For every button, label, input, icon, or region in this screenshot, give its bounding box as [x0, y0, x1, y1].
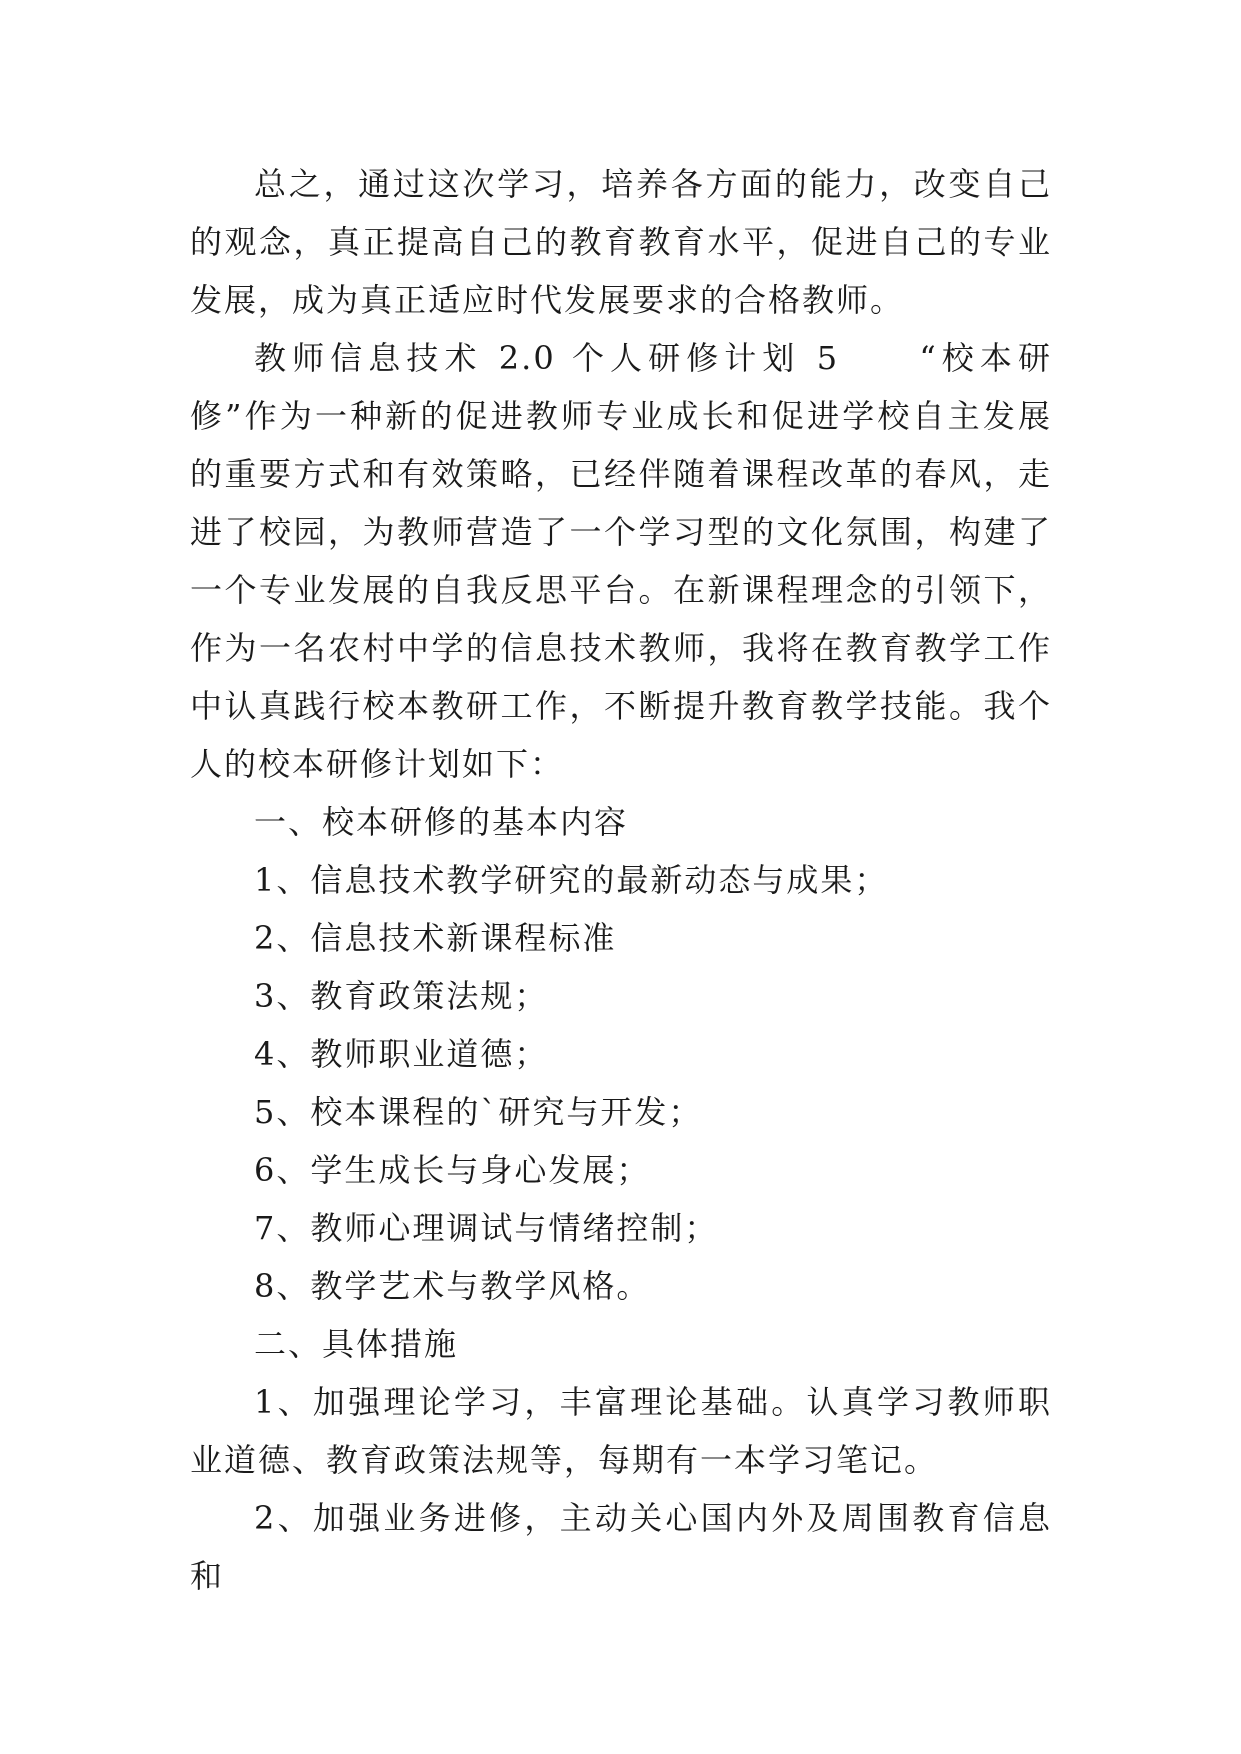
paragraph-summary: 总之，通过这次学习，培养各方面的能力，改变自己的观念，真正提高自己的教育教育水平，促进自己的专业发展，成为真正适应时代发展要求的合格教师。 — [190, 165, 1052, 319]
content-item: 7、教师心理调试与情绪控制； — [254, 1209, 719, 1247]
measure-item: 2、加强业务进修，主动关心国内外及周围教育信息和 — [190, 1499, 1052, 1595]
section-heading-content: 一、校本研修的基本内容 — [254, 803, 629, 841]
section-heading-measures: 二、具体措施 — [254, 1325, 459, 1363]
content-item: 4、教师职业道德； — [254, 1035, 549, 1073]
content-item: 8、教学艺术与教学风格。 — [254, 1267, 651, 1305]
content-item: 5、校本课程的`研究与开发； — [254, 1093, 703, 1131]
document-page — [190, 155, 1052, 1605]
paragraph-plan-intro: 教师信息技术 2.0 个人研修计划 5 “校本研修”作为一种新的促进教师专业成长和促进学校自主发展的重要方式和有效策略，已经伴随着课程改革的春风，走进了校园，为教师营造了一个学习型的文化氛围，构建了一个专业发展的自我反思平台。在新课程理念的引领下，作为一名农村中学的信息技术教师，我将在教育教学工作中认真践行校本教研工作，不断提升教育教学技能。我个人的校本研修计划如下： — [190, 339, 1052, 783]
content-item: 2、信息技术新课程标准 — [254, 919, 617, 957]
content-item: 3、教育政策法规； — [254, 977, 549, 1015]
measure-item: 1、加强理论学习，丰富理论基础。认真学习教师职业道德、教育政策法规等，每期有一本学习笔记。 — [190, 1383, 1052, 1479]
content-item: 1、信息技术教学研究的最新动态与成果； — [254, 861, 889, 899]
content-item: 6、学生成长与身心发展； — [254, 1151, 651, 1189]
